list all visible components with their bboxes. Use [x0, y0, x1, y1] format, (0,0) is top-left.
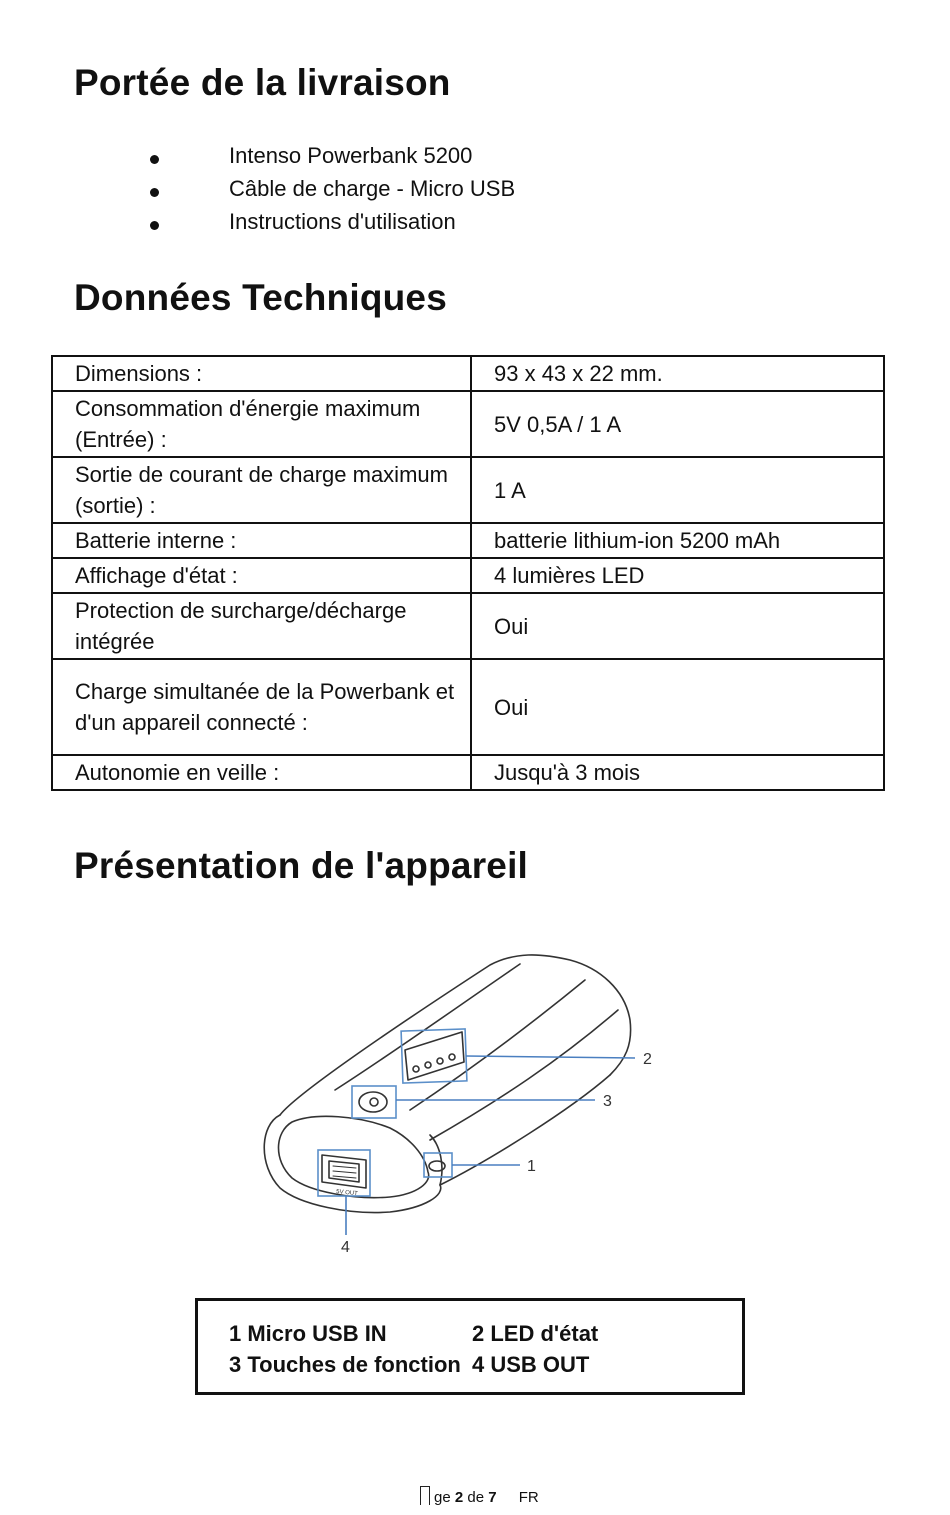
spec-value: 4 lumières LED: [471, 558, 884, 593]
bullet-icon: [150, 155, 159, 164]
footer-mark: [420, 1486, 430, 1505]
bullet-icon: [150, 188, 159, 197]
table-row: [52, 356, 884, 391]
legend-item-1: 1 Micro USB IN: [229, 1321, 387, 1346]
spec-label: Dimensions :: [52, 356, 471, 391]
callout-1: 1: [527, 1158, 536, 1175]
spec-value: Oui: [471, 593, 884, 659]
callout-3: 3: [603, 1093, 612, 1110]
table-row: [52, 558, 884, 593]
table-row: [52, 391, 884, 457]
specs-table: [51, 355, 885, 791]
spec-value: batterie lithium-ion 5200 mAh: [471, 523, 884, 558]
page-number: 2: [454, 1489, 464, 1506]
legend-item-4: 4 USB OUT: [472, 1352, 590, 1377]
table-row: [52, 457, 884, 523]
spec-value: 5V 0,5A / 1 A: [471, 391, 884, 457]
table-row: [52, 755, 884, 790]
callout-4: 4: [341, 1239, 350, 1256]
callout-2: 2: [643, 1051, 652, 1068]
legend-box: [195, 1298, 745, 1395]
port-label: 5V OUT: [335, 1189, 358, 1198]
table-row: [52, 523, 884, 558]
spec-label: Batterie interne :: [52, 523, 471, 558]
powerbank-figure: [240, 950, 680, 1260]
spec-label: Affichage d'état :: [52, 558, 471, 593]
spec-value: 93 x 43 x 22 mm.: [471, 356, 884, 391]
spec-label: Consommation d'énergie maximum (Entrée) :: [52, 391, 471, 457]
spec-value: Jusqu'à 3 mois: [471, 755, 884, 790]
language-code: FR: [518, 1489, 539, 1506]
spec-label: Autonomie en veille :: [52, 755, 471, 790]
bullet-icon: [150, 221, 159, 230]
spec-value: Oui: [471, 659, 884, 755]
device-title: Présentation de l'appareil: [74, 845, 529, 886]
page-footer: ge 2 de 7 FR: [420, 1486, 539, 1506]
spec-label: Protection de surcharge/décharge intégrée: [52, 593, 471, 659]
powerbank-illustration: [240, 950, 680, 1260]
table-row: [52, 659, 884, 755]
table-row: [52, 593, 884, 659]
delivery-title: Portée de la livraison: [74, 62, 451, 103]
spec-value: 1 A: [471, 457, 884, 523]
tech-title: Données Techniques: [74, 277, 447, 318]
legend-item-2: 2 LED d'état: [472, 1321, 599, 1346]
legend-item-3: 3 Touches de fonction: [229, 1352, 461, 1377]
spec-label: Charge simultanée de la Powerbank et d'un appareil connecté :: [52, 659, 471, 755]
page-total: 7: [488, 1489, 497, 1506]
spec-label: Sortie de courant de charge maximum (sortie) :: [52, 457, 471, 523]
